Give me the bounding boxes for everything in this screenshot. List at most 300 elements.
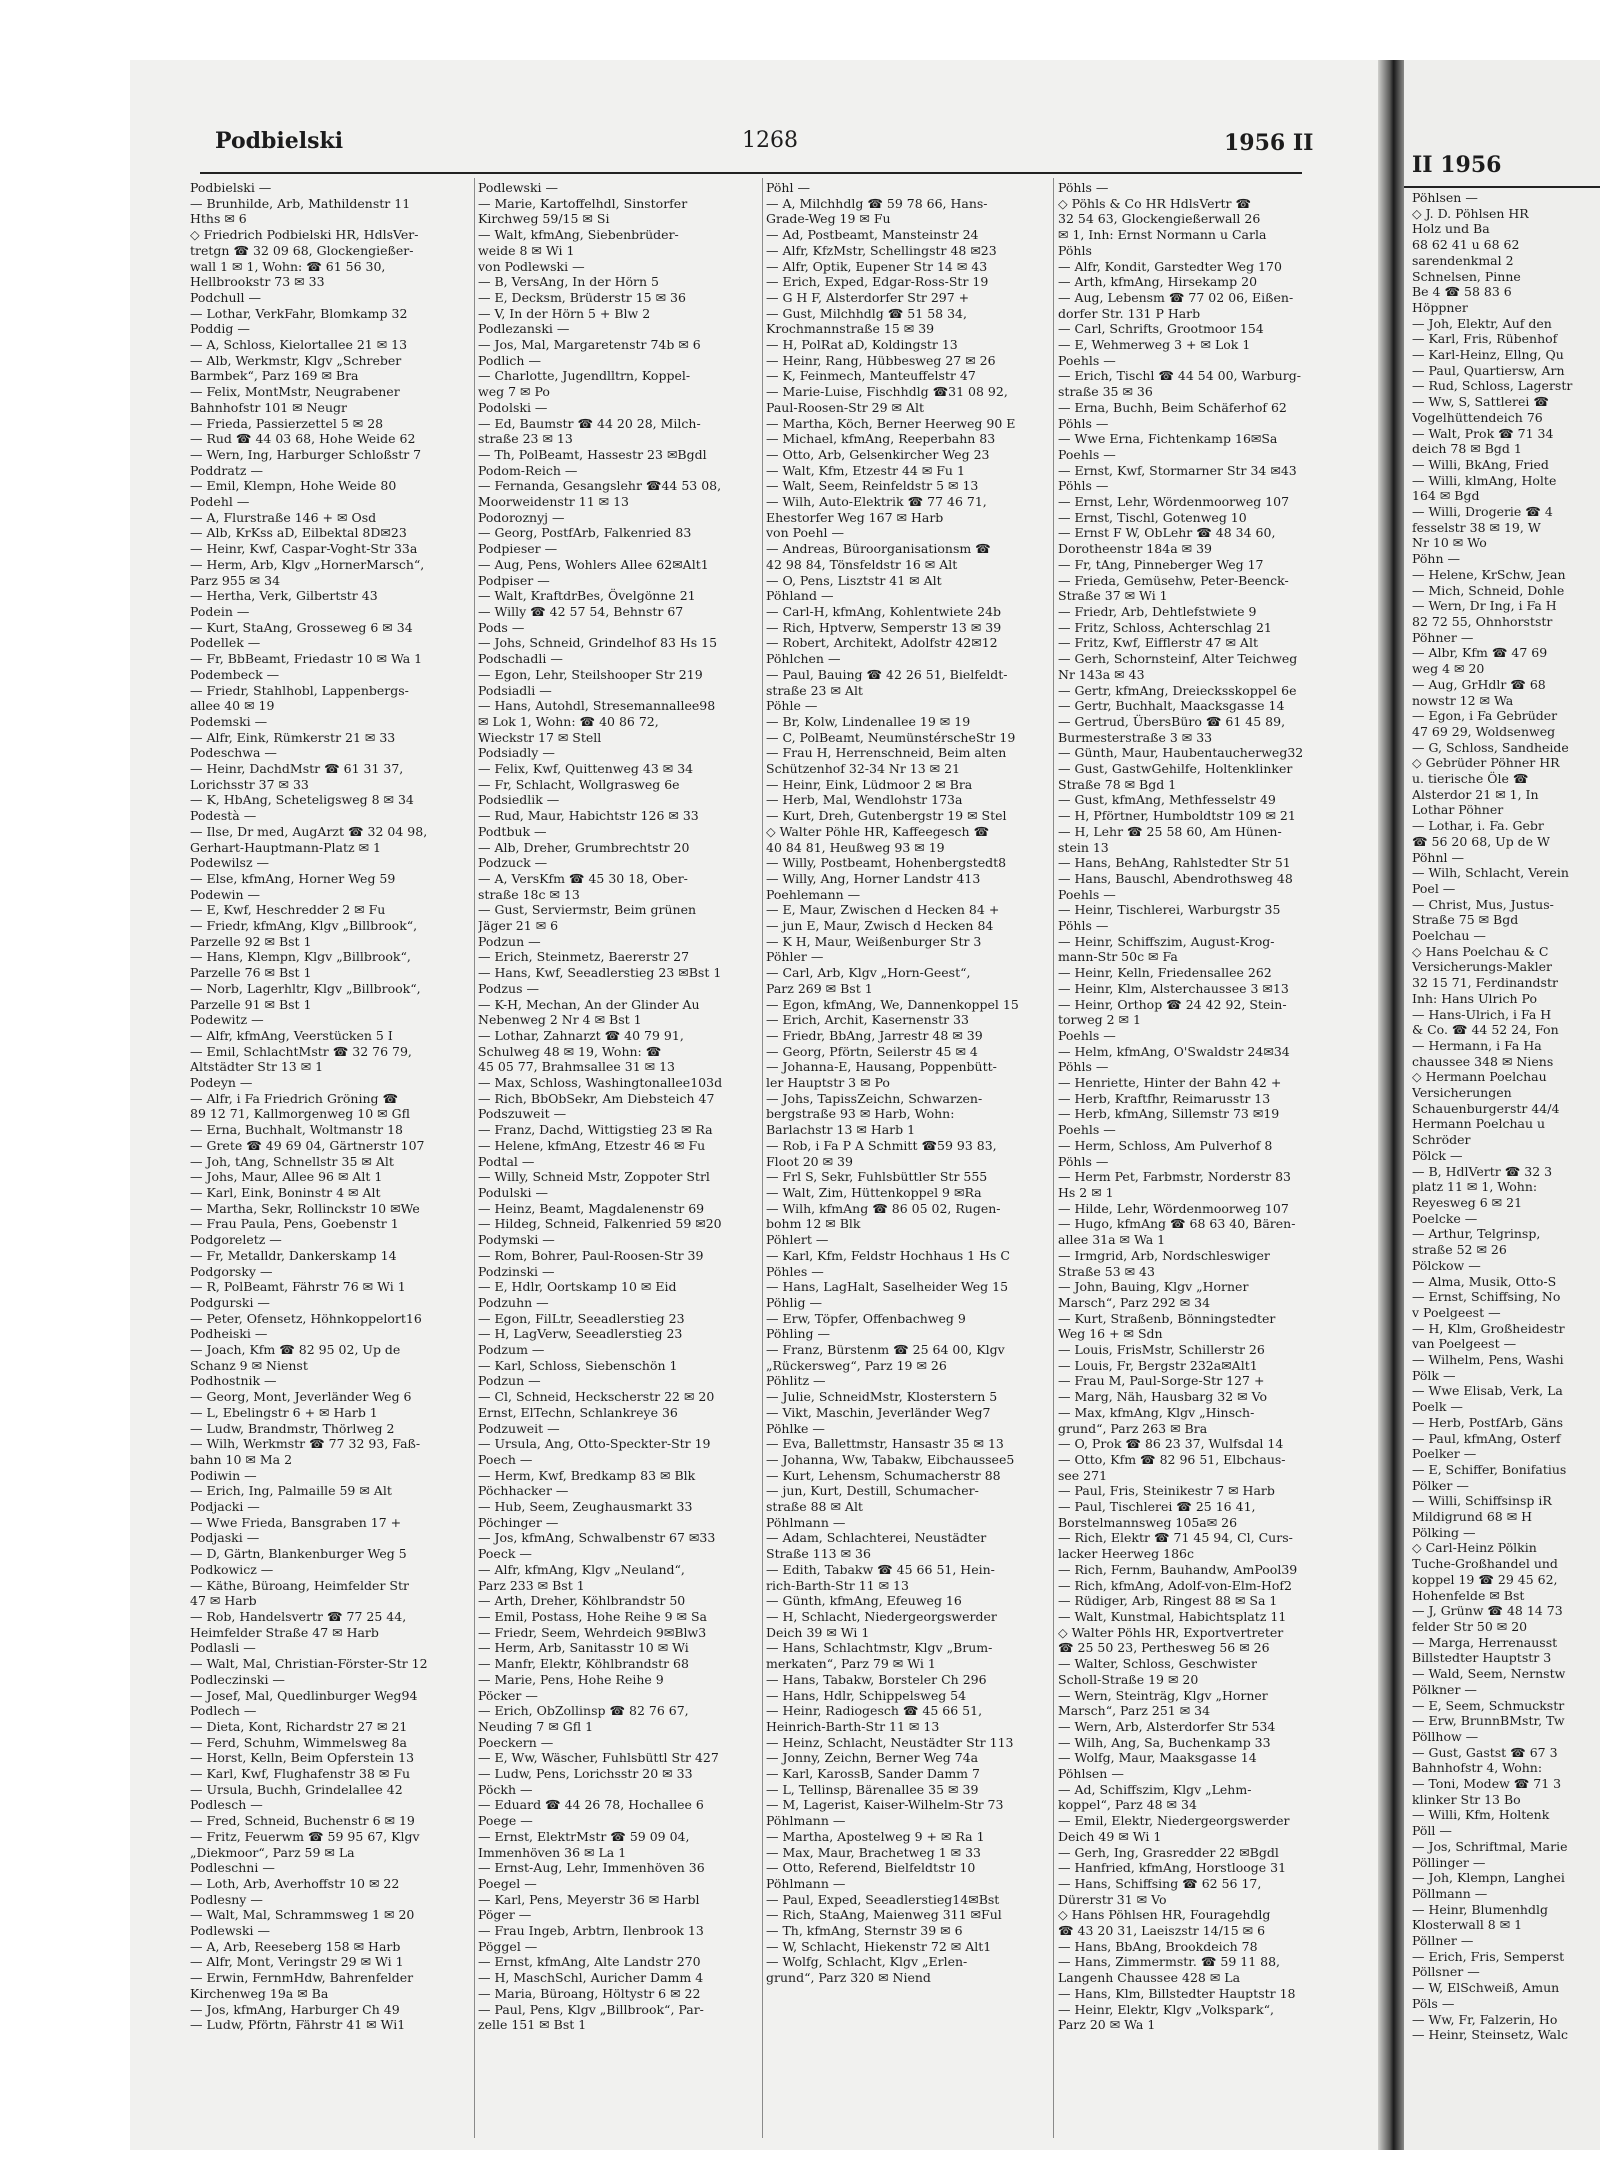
directory-entry-line: Podgorsky — [190, 1263, 273, 1279]
directory-entry-line: Podsiadli — [478, 682, 552, 698]
directory-entry-line: Poddig — [190, 321, 250, 337]
directory-entry-line: Podjacki — [190, 1499, 260, 1515]
directory-entry-line: — Norb, Lagerhltr, Klgv „Billbrook“, [190, 980, 421, 996]
directory-entry-line: — E, Schiffer, Bonifatius [1412, 1461, 1567, 1477]
directory-entry-line: — Hans, BbAng, Brookdeich 78 [1058, 1938, 1258, 1954]
directory-entry-line: ◇ Carl-Heinz Pölkin [1412, 1540, 1537, 1556]
directory-entry-line: — Rich, Elektr ☎ 71 45 94, Cl, Curs- [1058, 1530, 1293, 1546]
directory-entry-line: Poeckern — [478, 1734, 554, 1750]
directory-entry-line: — Hermann, i Fa Ha [1412, 1037, 1542, 1053]
directory-entry-line: Pöllsner — [1412, 1964, 1480, 1980]
directory-entry-line: 45 05 77, Brahmsallee 31 ✉ 13 [478, 1059, 675, 1075]
directory-entry-line: Podemski — [190, 713, 268, 729]
directory-entry-line: — H, PolRat aD, Koldingstr 13 [766, 337, 958, 353]
directory-entry-line: weg 7 ✉ Po [478, 384, 550, 400]
directory-entry-line: — Paul, Pens, Klgv „Billbrook“, Par- [478, 2001, 704, 2017]
directory-entry-line: Ehestorfer Weg 167 ✉ Harb [766, 509, 944, 525]
directory-entry-line: — H, Pförtner, Humboldtstr 109 ✉ 21 [1058, 808, 1296, 824]
directory-entry-line: Parz 20 ✉ Wa 1 [1058, 2017, 1156, 2033]
directory-entry-line: — Rud, Schloss, Lagerstr [1412, 378, 1573, 394]
directory-entry-line: — K, Feinmech, Manteuffelstr 47 [766, 368, 976, 384]
directory-entry-line: — Paul, Exped, Seeadlerstieg14✉Bst [766, 1891, 1000, 1907]
directory-column-4 [1058, 180, 1328, 2033]
directory-entry-line: 89 12 71, Kallmorgenweg 10 ✉ Gfl [190, 1106, 410, 1122]
directory-entry-line: Podzum — [478, 1342, 545, 1358]
directory-entry-line: — Otto, Referend, Bielfeldtstr 10 [766, 1860, 976, 1876]
directory-entry-line: Podtbuk — [478, 823, 547, 839]
directory-entry-line: — Walt, Mal, Schrammsweg 1 ✉ 20 [190, 1907, 415, 1923]
directory-entry-line: straße 52 ✉ 26 [1412, 1242, 1507, 1258]
directory-entry-line: — Walter, Schloss, Geschwister [1058, 1656, 1257, 1672]
directory-entry-line: — Fritz, Schloss, Achterschlag 21 [1058, 619, 1272, 635]
directory-entry-line: Pöll — [1412, 1823, 1452, 1839]
directory-entry-line: allee 40 ✉ 19 [190, 698, 275, 714]
directory-entry-line: — Herb, kfmAng, Sillemstr 73 ✉19 [1058, 1106, 1280, 1122]
directory-entry-line: — Erich, Tischl ☎ 44 54 00, Warburg- [1058, 368, 1301, 384]
column-divider [762, 178, 763, 2138]
directory-entry-line: — Ernst-Aug, Lehr, Immenhöven 36 [478, 1860, 705, 1876]
directory-entry-line: straße 23 ✉ 13 [478, 431, 573, 447]
directory-entry-line: straße 35 ✉ 36 [1058, 384, 1153, 400]
directory-entry-line: Podzun — [478, 1373, 541, 1389]
directory-entry-line: Mildigrund 68 ✉ H [1412, 1509, 1533, 1525]
directory-entry-line: & Co. ☎ 44 52 24, Fon [1412, 1022, 1559, 1038]
directory-entry-line: tretgn ☎ 32 09 68, Glockengießer- [190, 242, 414, 258]
directory-entry-line: Hths ✉ 6 [190, 211, 247, 227]
directory-entry-line: Marsch“, Parz 251 ✉ 34 [1058, 1703, 1211, 1719]
directory-entry-line: — Heinr, Eink, Lüdmoor 2 ✉ Bra [766, 776, 973, 792]
directory-entry-line: Nebenweg 2 Nr 4 ✉ Bst 1 [478, 1012, 642, 1028]
directory-entry-line: — Georg, PostfArb, Falkenried 83 [478, 525, 692, 541]
directory-entry-line: Pöhler — [766, 949, 824, 965]
directory-entry-line: — Heinr, Radiogesch ☎ 45 66 51, [766, 1703, 983, 1719]
directory-entry-line: Nr 143a ✉ 43 [1058, 666, 1145, 682]
directory-entry-line: rich-Barth-Str 11 ✉ 13 [766, 1577, 909, 1593]
directory-entry-line: Marsch“, Parz 292 ✉ 34 [1058, 1294, 1211, 1310]
directory-entry-line: — Paul, kfmAng, Osterf [1412, 1430, 1561, 1446]
directory-entry-line: Bahnhofstr 101 ✉ Neugr [190, 399, 347, 415]
directory-entry-line: — Ernst, ElektrMstr ☎ 59 09 04, [478, 1828, 690, 1844]
directory-entry-line: Parz 269 ✉ Bst 1 [766, 980, 873, 996]
directory-entry-line: — Fr, tAng, Pinneberger Weg 17 [1058, 556, 1264, 572]
directory-entry-line: — Manfr, Elektr, Köhlbrandstr 68 [478, 1656, 689, 1672]
directory-entry-line: — Martha, Apostelweg 9 + ✉ Ra 1 [766, 1828, 985, 1844]
directory-entry-line: — Else, kfmAng, Horner Weg 59 [190, 870, 396, 886]
directory-entry-line: — Willy ☎ 42 57 54, Behnstr 67 [478, 603, 684, 619]
directory-entry-line: — Günth, Maur, Haubentaucherweg32 [1058, 745, 1304, 761]
directory-entry-line: — Karl, Pens, Meyerstr 36 ✉ Harbl [478, 1891, 700, 1907]
directory-entry-line: — Wern, Arb, Alsterdorfer Str 534 [1058, 1718, 1276, 1734]
directory-entry-line: Parz 955 ✉ 34 [190, 572, 281, 588]
directory-entry-line: ◇ Walter Pöhls HR, Exportvertreter [1058, 1624, 1284, 1640]
directory-entry-line: — Carl, Arb, Klgv „Horn-Geest“, [766, 965, 971, 981]
directory-entry-line: — Rich, Fernm, Bauhandw, AmPool39 [1058, 1561, 1298, 1577]
directory-entry-line: Schanz 9 ✉ Nienst [190, 1357, 308, 1373]
directory-entry-line: — Rom, Bohrer, Paul-Roosen-Str 39 [478, 1247, 704, 1263]
directory-entry-line: — Ww, S, Sattlerei ☎ [1412, 394, 1549, 410]
directory-entry-line: chaussee 348 ✉ Niens [1412, 1053, 1554, 1069]
directory-entry-line: — Erwin, FernmHdw, Bahrenfelder [190, 1970, 414, 1986]
directory-entry-line: — Emil, Elektr, Niedergeorgswerder [1058, 1813, 1290, 1829]
directory-entry-line: — B, HdlVertr ☎ 32 3 [1412, 1163, 1553, 1179]
directory-entry-line: — Otto, Kfm ☎ 82 96 51, Elbchaus- [1058, 1451, 1286, 1467]
directory-entry-line: — H, MaschSchl, Auricher Damm 4 [478, 1970, 704, 1986]
directory-entry-line: — Alfr, kfmAng, Klgv „Neuland“, [478, 1561, 685, 1577]
directory-entry-line: — Gertrud, ÜbersBüro ☎ 61 45 89, [1058, 713, 1286, 729]
column-divider [474, 178, 475, 2138]
directory-entry-line: see 271 [1058, 1467, 1108, 1483]
directory-entry-line: Podzus — [478, 980, 539, 996]
directory-entry-line: — Marie, Kartoffelhdl, Sinstorfer [478, 195, 688, 211]
directory-entry-line: Deich 39 ✉ Wi 1 [766, 1624, 870, 1640]
directory-entry-line: — Rud, Maur, Habichtstr 126 ✉ 33 [478, 808, 699, 824]
directory-entry-line: — Willi, klmAng, Holte [1412, 472, 1557, 488]
directory-entry-line: — Hans, Schiffsing ☎ 62 56 17, [1058, 1875, 1262, 1891]
directory-entry-line: — E, Hdlr, Oortskamp 10 ✉ Eid [478, 1279, 677, 1295]
directory-entry-line: — Alfr, Kondit, Garstedter Weg 170 [1058, 258, 1282, 274]
directory-entry-line: — Erna, Buchh, Beim Schäferhof 62 [1058, 399, 1287, 415]
directory-entry-line: — Karl-Heinz, Ellng, Qu [1412, 347, 1564, 363]
directory-entry-line: — Marg, Näh, Hausbarg 32 ✉ Vo [1058, 1389, 1267, 1405]
directory-entry-line: — Irmgrid, Arb, Nordschleswiger [1058, 1247, 1270, 1263]
directory-entry-line: Schulweg 48 ✉ 19, Wohn: ☎ [478, 1043, 662, 1059]
directory-entry-line: ✉ 1, Inh: Ernst Normann u Carla [1058, 227, 1267, 243]
directory-entry-line: — Frl S, Sekr, Fuhlsbüttler Str 555 [766, 1169, 988, 1185]
right-page-column [1412, 190, 1598, 2043]
directory-entry-line: — Wolfg, Schlacht, Klgv „Erlen- [766, 1954, 968, 1970]
directory-entry-line: ◇ Pöhls & Co HR HdlsVertr ☎ [1058, 195, 1252, 211]
directory-entry-line: Pöllmann — [1412, 1885, 1488, 1901]
directory-entry-line: — W, Schlacht, Hiekenstr 72 ✉ Alt1 [766, 1938, 992, 1954]
directory-entry-line: — Rich, Hptverw, Semperstr 13 ✉ 39 [766, 619, 1002, 635]
directory-entry-line: — Grete ☎ 49 69 04, Gärtnerstr 107 [190, 1137, 425, 1153]
directory-entry-line: Podzuweit — [478, 1420, 560, 1436]
directory-entry-line: — Louis, Fr, Bergstr 232a✉Alt1 [1058, 1357, 1258, 1373]
directory-entry-line: zelle 151 ✉ Bst 1 [478, 2017, 587, 2033]
directory-entry-line: — Carl, Schrifts, Grootmoor 154 [1058, 321, 1264, 337]
directory-entry-line: Pöhlmann — [766, 1813, 846, 1829]
directory-entry-line: — Paul, Tischlerei ☎ 25 16 41, [1058, 1499, 1256, 1515]
directory-entry-line: — Helene, kfmAng, Etzestr 46 ✉ Fu [478, 1137, 706, 1153]
directory-entry-line: merkaten“, Parz 79 ✉ Wi 1 [766, 1656, 936, 1672]
directory-entry-line: Ernst, ElTechn, Schlankreye 36 [478, 1404, 678, 1420]
directory-entry-line: — Jos, kfmAng, Schwalbenstr 67 ✉33 [478, 1530, 716, 1546]
directory-entry-line: Podzinski — [478, 1263, 555, 1279]
directory-entry-line: sarendenkmal 2 [1412, 252, 1514, 268]
directory-entry-line: Vogelhüttendeich 76 [1412, 409, 1543, 425]
directory-entry-line: ☎ 56 20 68, Up de W [1412, 833, 1550, 849]
directory-entry-line: — Marie-Luise, Fischhdlg ☎31 08 92, [766, 384, 1008, 400]
directory-entry-line: Pöllner — [1412, 1933, 1474, 1949]
directory-entry-line: — Gust, kfmAng, Methfesselstr 49 [1058, 792, 1276, 808]
directory-entry-line: — Herb, Mal, Wendlohstr 173a [766, 792, 963, 808]
directory-entry-line: Podellek — [190, 635, 261, 651]
directory-entry-line: — W, ElSchweiß, Amun [1412, 1980, 1560, 1996]
directory-entry-line: 68 62 41 u 68 62 [1412, 237, 1520, 253]
directory-entry-line: — Helene, KrSchw, Jean [1412, 566, 1566, 582]
directory-entry-line: ◇ Walter Pöhle HR, Kaffeegesch ☎ [766, 823, 990, 839]
directory-entry-line: Pöhlsen — [1058, 1766, 1124, 1782]
directory-entry-line: — M, Lagerist, Kaiser-Wilhelm-Str 73 [766, 1797, 1004, 1813]
directory-entry-line: Pöllinger — [1412, 1854, 1486, 1870]
directory-entry-line: — Heinr, Tischlerei, Warburgstr 35 [1058, 902, 1281, 918]
directory-entry-line: — Wilh, Werkmstr ☎ 77 32 93, Faß- [190, 1436, 421, 1452]
directory-column-2 [478, 180, 748, 2033]
directory-entry-line: — Eduard ☎ 44 26 78, Hochallee 6 [478, 1797, 704, 1813]
directory-entry-line: — Alfr, KfzMstr, Schellingstr 48 ✉23 [766, 242, 997, 258]
directory-entry-line: nowstr 12 ✉ Wa [1412, 692, 1514, 708]
directory-entry-line: — Wald, Seem, Nernstw [1412, 1666, 1566, 1682]
directory-entry-line: — Hilde, Lehr, Wördenmoorweg 107 [1058, 1200, 1289, 1216]
directory-entry-line: — Kurt, Dreh, Gutenbergstr 19 ✉ Stel [766, 808, 1007, 824]
directory-entry-line: — Walt, Kfm, Etzestr 44 ✉ Fu 1 [766, 462, 965, 478]
directory-entry-line: — Karl, Fris, Rübenhof [1412, 331, 1558, 347]
directory-entry-line: Podom-Reich — [478, 462, 578, 478]
directory-entry-line: — Paul, Fris, Steinikestr 7 ✉ Harb [1058, 1483, 1275, 1499]
directory-entry-line: Pöhnl — [1412, 849, 1465, 865]
directory-entry-line: Pöhlert — [766, 1232, 829, 1248]
directory-entry-line: — L, Tellinsp, Bärenallee 35 ✉ 39 [766, 1781, 979, 1797]
directory-entry-line: — Egon, FilLtr, Seeadlerstieg 23 [478, 1310, 685, 1326]
directory-entry-line: — Hans, Bauschl, Abendrothsweg 48 [1058, 870, 1293, 886]
directory-entry-line: — Willy, Ang, Horner Landstr 413 [766, 870, 981, 886]
directory-entry-line: — Alfr, Mont, Veringstr 29 ✉ Wi 1 [190, 1954, 404, 1970]
directory-entry-line: — K, HbAng, Scheteligsweg 8 ✉ 34 [190, 792, 414, 808]
directory-entry-line: — Martha, Köch, Berner Heerweg 90 E [766, 415, 1016, 431]
directory-entry-line: — Frau M, Paul-Sorge-Str 127 + [1058, 1373, 1265, 1389]
directory-entry-line: Parz 233 ✉ Bst 1 [478, 1577, 585, 1593]
directory-entry-line: Poege — [478, 1813, 533, 1829]
directory-entry-line: — Ed, Baumstr ☎ 44 20 28, Milch- [478, 415, 701, 431]
directory-entry-line: u. tierische Öle ☎ [1412, 771, 1529, 787]
directory-entry-line: — Ursula, Ang, Otto-Speckter-Str 19 [478, 1436, 711, 1452]
directory-entry-line: — Max, Schloss, Washingtonallee103d [478, 1075, 723, 1091]
directory-entry-line: — Hugo, kfmAng ☎ 68 63 40, Bären- [1058, 1216, 1296, 1232]
directory-entry-line: Pöllhow — [1412, 1728, 1479, 1744]
directory-entry-line: — Wilh, Ang, Sa, Buchenkamp 33 [1058, 1734, 1271, 1750]
directory-entry-line: — Käthe, Büroang, Heimfelder Str [190, 1577, 409, 1593]
directory-entry-line: 47 69 29, Woldsenweg [1412, 723, 1556, 739]
directory-entry-line: Poelk — [1412, 1399, 1463, 1415]
directory-entry-line: — A, Arb, Reeseberg 158 ✉ Harb [190, 1938, 401, 1954]
directory-entry-line: — Alfr, Eink, Rümkerstr 21 ✉ 33 [190, 729, 396, 745]
directory-entry-line: Pöhlsen — [1412, 190, 1478, 205]
directory-entry-line: Podlewski — [478, 180, 558, 195]
directory-entry-line: — Adam, Schlachterei, Neustädter [766, 1530, 987, 1546]
directory-entry-line: Lothar Pöhner [1412, 802, 1504, 818]
directory-entry-line: — Hanfried, kfmAng, Horstlooge 31 [1058, 1860, 1287, 1876]
directory-entry-line: Podeschwa — [190, 745, 277, 761]
directory-entry-line: — O, Pens, Lisztstr 41 ✉ Alt [766, 572, 942, 588]
directory-entry-line: Barlachstr 13 ✉ Harb 1 [766, 1122, 916, 1138]
directory-entry-line: koppel 19 ☎ 29 45 62, [1412, 1571, 1558, 1587]
directory-entry-line: — Heinr, Elektr, Klgv „Volkspark“, [1058, 2001, 1274, 2017]
directory-entry-line: 47 ✉ Harb [190, 1593, 257, 1609]
directory-entry-line: Schützenhof 32-34 Nr 13 ✉ 21 [766, 761, 961, 777]
directory-entry-line: — Carl-H, kfmAng, Kohlentwiete 24b [766, 603, 1002, 619]
directory-entry-line: Tuche-Großhandel und [1412, 1556, 1558, 1572]
directory-entry-line: — Walt, Prok ☎ 71 34 [1412, 425, 1554, 441]
directory-entry-line: „Rückersweg“, Parz 19 ✉ 26 [766, 1357, 947, 1373]
directory-entry-line: — Karl, KarossB, Sander Damm 7 [766, 1766, 980, 1782]
directory-entry-line: — Wilh, kfmAng ☎ 86 05 02, Rugen- [766, 1200, 1001, 1216]
directory-entry-line: — Frieda, Passierzettel 5 ✉ 28 [190, 415, 384, 431]
directory-entry-line: Pöchinger — [478, 1514, 559, 1530]
directory-entry-line: — Willy, Postbeamt, Hohenbergstedt8 [766, 855, 1007, 871]
directory-entry-line: Podewilsz — [190, 855, 269, 871]
directory-entry-line: — Hans, Schlachtmstr, Klgv „Brum- [766, 1640, 993, 1656]
directory-entry-line: — Arthur, Telgrinsp, [1412, 1226, 1541, 1242]
directory-entry-line: ◇ Friedrich Podbielski HR, HdlsVer- [190, 227, 419, 243]
directory-entry-line: Poelker — [1412, 1446, 1477, 1462]
directory-entry-line: Podsiedlik — [478, 792, 560, 808]
directory-entry-line: bohm 12 ✉ Blk [766, 1216, 861, 1232]
directory-entry-line: — B, VersAng, In der Hörn 5 [478, 274, 659, 290]
directory-entry-line: — Gust, Milchhdlg ☎ 51 58 34, [766, 305, 967, 321]
directory-entry-line: — Erw, BrunnBMstr, Tw [1412, 1713, 1565, 1729]
directory-entry-line: — Friedr, kfmAng, Klgv „Billbrook“, [190, 918, 418, 934]
directory-entry-line: — Joh, Klempn, Langhei [1412, 1870, 1565, 1886]
directory-entry-line: — Aug, GrHdlr ☎ 68 [1412, 676, 1546, 692]
directory-entry-line: — Rich, kfmAng, Adolf-von-Elm-Hof2 [1058, 1577, 1292, 1593]
directory-entry-line: Hermann Poelchau u [1412, 1116, 1546, 1132]
directory-entry-line: — Ernst, Tischl, Gotenweg 10 [1058, 509, 1247, 525]
directory-entry-line: Pöhls — [1058, 1059, 1109, 1075]
directory-entry-line: — Gertr, Buchhalt, Maacksgasse 14 [1058, 698, 1285, 714]
directory-entry-line: — Cl, Schneid, Heckscherstr 22 ✉ 20 [478, 1389, 715, 1405]
directory-entry-line: — G, Schloss, Sandheide [1412, 739, 1569, 755]
directory-entry-line: — Albr, Kfm ☎ 47 69 [1412, 645, 1548, 661]
directory-entry-line: — Heinr, DachdMstr ☎ 61 31 37, [190, 761, 404, 777]
directory-entry-line: Podolski — [478, 399, 548, 415]
directory-entry-line: — Ernst, kfmAng, Alte Landstr 270 [478, 1954, 701, 1970]
directory-entry-line: — Frau H, Herrenschneid, Beim alten [766, 745, 1007, 761]
directory-entry-line: — Willi, BkAng, Fried [1412, 456, 1549, 472]
directory-entry-line: — Hans, BehAng, Rahlstedter Str 51 [1058, 855, 1291, 871]
directory-entry-line: — Frieda, Gemüsehw, Peter-Beenck- [1058, 572, 1289, 588]
directory-entry-line: Podzun — [478, 933, 541, 949]
directory-entry-line: — Egon, Lehr, Steilshooper Str 219 [478, 666, 703, 682]
directory-entry-line: — Walt, KraftdrBes, Övelgönne 21 [478, 588, 696, 604]
directory-entry-line: ◇ Hans Pöhlsen HR, Fouragehdlg [1058, 1907, 1271, 1923]
directory-entry-line: — Heinr, Schiffszim, August-Krog- [1058, 933, 1275, 949]
directory-entry-line: — Ferd, Schuhm, Wimmelsweg 8a [190, 1734, 407, 1750]
directory-entry-line: — Wwe Erna, Fichtenkamp 16✉Sa [1058, 431, 1278, 447]
directory-entry-line: Kirchenweg 19a ✉ Ba [190, 1985, 329, 2001]
directory-column-1 [190, 180, 460, 2033]
directory-entry-line: — Henriette, Hinter der Bahn 42 + [1058, 1075, 1282, 1091]
directory-entry-line: Podgoreletz — [190, 1232, 282, 1248]
directory-entry-line: — Herm Pet, Farbmstr, Norderstr 83 [1058, 1169, 1291, 1185]
directory-entry-line: — Robert, Architekt, Adolfstr 42✉12 [766, 635, 998, 651]
directory-entry-line: — Max, Maur, Brachetweg 1 ✉ 33 [766, 1844, 982, 1860]
directory-entry-line: — Maria, Büroang, Höltystr 6 ✉ 22 [478, 1985, 701, 2001]
directory-entry-line: Pöckh — [478, 1781, 533, 1797]
directory-entry-line: — A, VersKfm ☎ 45 30 18, Ober- [478, 870, 688, 886]
directory-entry-line: — Hans, Kwf, Seeadlerstieg 23 ✉Bst 1 [478, 965, 722, 981]
directory-entry-line: — E, Decksm, Brüderstr 15 ✉ 36 [478, 289, 686, 305]
directory-entry-line: Podpiser — [478, 572, 550, 588]
directory-entry-line: Podlesch — [190, 1797, 263, 1813]
directory-entry-line: — Heinz, Beamt, Magdalenenstr 69 [478, 1200, 705, 1216]
directory-entry-line: Podestà — [190, 808, 257, 824]
directory-entry-line: — Heinr, Rang, Hübbesweg 27 ✉ 26 [766, 352, 996, 368]
directory-entry-line: Podkowicz — [190, 1561, 274, 1577]
directory-entry-line: Podheiski — [190, 1326, 268, 1342]
directory-entry-line: — H, LagVerw, Seeadlerstieg 23 [478, 1326, 683, 1342]
directory-entry-line: — Ww, Fr, Falzerin, Ho [1412, 2011, 1558, 2027]
directory-column-3 [766, 180, 1036, 1986]
directory-entry-line: — O, Prok ☎ 86 23 37, Wulfsdal 14 [1058, 1436, 1284, 1452]
directory-entry-line: Inh: Hans Ulrich Po [1412, 990, 1537, 1006]
directory-entry-line: Podoroznyj — [478, 509, 565, 525]
directory-entry-line: Pöhls — [1058, 918, 1109, 934]
directory-entry-line: Klosterwall 8 ✉ 1 [1412, 1917, 1523, 1933]
directory-entry-line: — Alma, Musik, Otto-S [1412, 1273, 1557, 1289]
directory-entry-line: Podiwin — [190, 1467, 257, 1483]
directory-entry-line: 32 15 71, Ferdinandstr [1412, 975, 1558, 991]
directory-entry-line: — Rob, i Fa P A Schmitt ☎59 93 83, [766, 1137, 997, 1153]
directory-entry-line: — Herm, Schloss, Am Pulverhof 8 [1058, 1137, 1273, 1153]
directory-entry-line: — Paul, Quartiersw, Arn [1412, 362, 1565, 378]
directory-entry-line: Deich 49 ✉ Wi 1 [1058, 1828, 1162, 1844]
directory-entry-line: Be 4 ☎ 58 83 6 [1412, 284, 1512, 300]
directory-entry-line: — Paul, Bauing ☎ 42 26 51, Bielfeldt- [766, 666, 1008, 682]
directory-entry-line: „Diekmoor“, Parz 59 ✉ La [190, 1844, 355, 1860]
directory-entry-line: — Alb, Dreher, Grumbrechtstr 20 [478, 839, 690, 855]
directory-entry-line: Podhostnik — [190, 1373, 277, 1389]
directory-entry-line: Podeyn — [190, 1075, 253, 1091]
directory-entry-line: — Horst, Kelln, Beim Opferstein 13 [190, 1750, 415, 1766]
directory-entry-line: — Joh, tAng, Schnellstr 35 ✉ Alt [190, 1153, 394, 1169]
directory-entry-line: Podlezanski — [478, 321, 570, 337]
directory-entry-line: — Heinr, Kwf, Caspar-Voght-Str 33a [190, 541, 418, 557]
directory-entry-line: v Poelgeest — [1412, 1304, 1501, 1320]
directory-entry-line: Dorotheenstr 184a ✉ 39 [1058, 541, 1212, 557]
directory-entry-line: Pöhlmann — [766, 1514, 846, 1530]
directory-entry-line: — Arth, kfmAng, Hirsekamp 20 [1058, 274, 1258, 290]
directory-entry-line: — Johs, Maur, Allee 96 ✉ Alt 1 [190, 1169, 383, 1185]
directory-entry-line: — Loth, Arb, Averhoffstr 10 ✉ 22 [190, 1875, 400, 1891]
directory-entry-line: Höppner [1412, 299, 1468, 315]
directory-entry-line: — Fr, BbBeamt, Friedastr 10 ✉ Wa 1 [190, 651, 423, 667]
directory-entry-line: — Aug, Lebensm ☎ 77 02 06, Eißen- [1058, 289, 1294, 305]
directory-entry-line: — Hans, Klempn, Klgv „Billbrook“, [190, 949, 411, 965]
directory-entry-line: Schröder [1412, 1132, 1471, 1148]
directory-entry-line: — Alb, Werkmstr, Klgv „Schreber [190, 352, 402, 368]
directory-entry-line: Straße 37 ✉ Wi 1 [1058, 588, 1168, 604]
directory-entry-line: — Wwe Elisab, Verk, La [1412, 1383, 1563, 1399]
directory-entry-line: lacker Heerweg 186c [1058, 1546, 1194, 1562]
header-rule [200, 172, 1302, 174]
directory-entry-line: Pöggel — [478, 1938, 538, 1954]
directory-entry-line: Pöhls — [1058, 1153, 1109, 1169]
directory-entry-line: — Erna, Buchhalt, Woltmanstr 18 [190, 1122, 403, 1138]
directory-entry-line: — Hans, Autohdl, Stresemannallee98 [478, 698, 716, 714]
directory-entry-line: — J, Grünw ☎ 48 14 73 [1412, 1603, 1563, 1619]
directory-entry-line: Podlesny — [190, 1891, 263, 1907]
directory-entry-line: — Johanna-E, Hausang, Poppenbütt- [766, 1059, 997, 1075]
directory-entry-line: Poech — [478, 1451, 533, 1467]
directory-entry-line: — Hertha, Verk, Gilbertstr 43 [190, 588, 378, 604]
directory-entry-line: — Hans, LagHalt, Saselheider Weg 15 [766, 1279, 1009, 1295]
directory-entry-line: Poddratz — [190, 462, 263, 478]
directory-entry-line: — Kurt, StaAng, Grosseweg 6 ✉ 34 [190, 619, 413, 635]
directory-entry-line: — John, Bauing, Klgv „Horner [1058, 1279, 1249, 1295]
directory-entry-line: Paul-Roosen-Str 29 ✉ Alt [766, 399, 925, 415]
directory-entry-line: — Heinr, Blumenhdlg [1412, 1901, 1548, 1917]
directory-entry-line: — Joh, Elektr, Auf den [1412, 315, 1552, 331]
